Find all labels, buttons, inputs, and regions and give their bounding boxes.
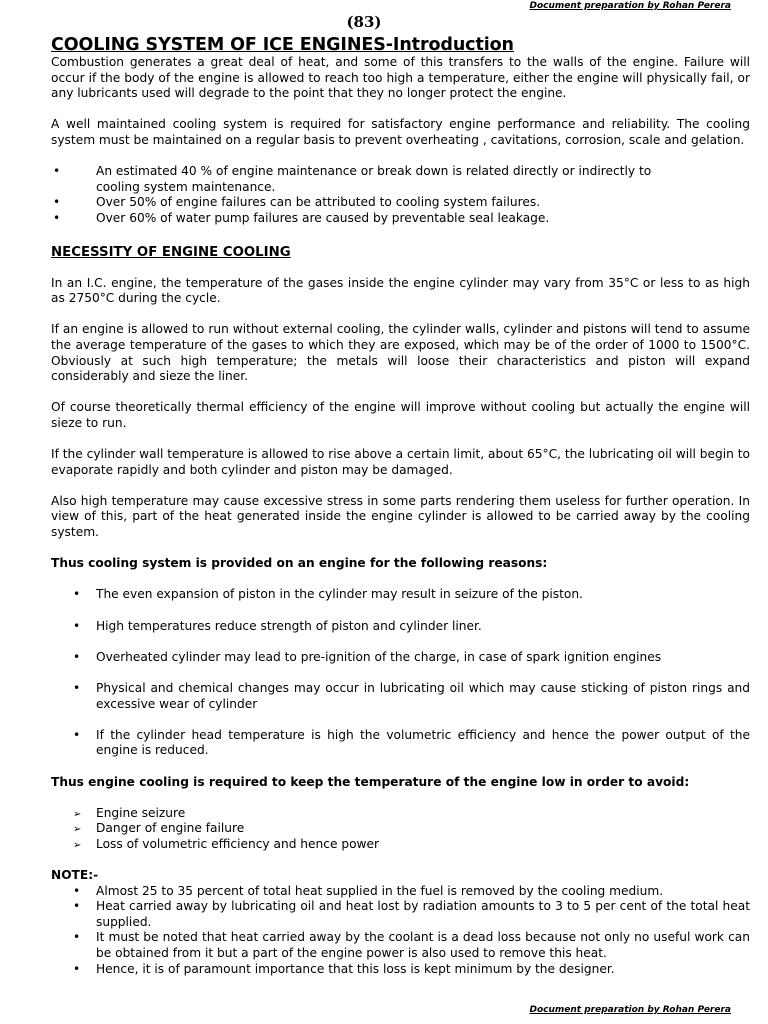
body-paragraph: If the cylinder wall temperature is allowed to rise above a certain limit, about 65°C, the lubricating oil will begin to evaporate rapidly and both cylinder and piston may be damaged.	[51, 447, 750, 477]
list-item: • Heat carried away by lubricating oil and heat lost by radiation amounts to 3 to 5 per cent of the total heat supplied.	[73, 899, 750, 929]
reasons-list	[51, 587, 750, 759]
list-item: • If the cylinder head temperature is high the volumetric efficiency and hence the power output of the engine is reduced.	[73, 727, 750, 758]
page-content	[51, 35, 750, 977]
header-credit: Document preparation by Rohan Perera	[529, 1, 731, 11]
list-item: • Over 60% of water pump failures are caused by preventable seal leakage.	[53, 210, 550, 225]
avoid-list	[51, 806, 750, 853]
note-label: NOTE:-	[51, 868, 99, 883]
page-title: COOLING SYSTEM OF ICE ENGINES-Introduction	[51, 35, 514, 55]
section-heading-necessity: NECESSITY OF ENGINE COOLING	[51, 244, 291, 260]
avoid-heading: Thus engine cooling is required to keep the temperature of the engine low in order to avoid:	[51, 774, 690, 789]
list-item: ➢ Danger of engine failure	[51, 821, 750, 837]
body-paragraph: Also high temperature may cause excessive stress in some parts rendering them useless for further operation. In view of this, part of the heat generated inside the engine cylinder is allowed to be carried away by the cooling system.	[51, 493, 750, 540]
list-item: • Over 50% of engine failures can be attributed to cooling system failures.	[53, 195, 541, 210]
list-item: • Almost 25 to 35 percent of total heat supplied in the fuel is removed by the cooling medium.	[73, 883, 664, 898]
intro-paragraph-2: A well maintained cooling system is required for satisfactory engine performance and reliability. The cooling system must be maintained on a regular basis to prevent overheating , cavitations, corrosion, scale and gelation.	[51, 117, 750, 147]
body-paragraph: In an I.C. engine, the temperature of the gases inside the engine cylinder may vary from 35°C or less to as high as 2750°C during the cycle.	[51, 275, 750, 306]
list-item: ➢ Loss of volumetric efficiency and hence power	[51, 837, 750, 853]
reasons-heading: Thus cooling system is provided on an engine for the following reasons:	[51, 556, 548, 571]
note-list	[51, 884, 750, 978]
list-item: ➢ Engine seizure	[51, 806, 750, 822]
list-item: • It must be noted that heat carried away by the coolant is a dead loss because not only no useful work can be obtained from it but a part of the engine power is also used to remove this heat.	[73, 930, 750, 961]
footer-credit: Document preparation by Rohan Perera	[529, 1005, 731, 1015]
body-paragraph: Of course theoretically thermal efficiency of the engine will improve without cooling but actually the engine will sieze to run.	[51, 400, 750, 430]
list-item: • Hence, it is of paramount importance that this loss is kept minimum by the designer.	[73, 961, 615, 976]
list-item: • The even expansion of piston in the cylinder may result in seizure of the piston.	[73, 587, 583, 602]
body-paragraph: If an engine is allowed to run without external cooling, the cylinder walls, cylinder and pistons will tend to assume the average temperature of the gases to which they are exposed, which may be of the order of 1000 to 1500°C. Obviously at such high temperature; the metals will loose their characteristics and piston will expand considerably and sieze the liner.	[51, 322, 750, 384]
list-item: • An estimated 40 % of engine maintenance or break down is related directly or indirectly to cooling system maintenance.	[53, 164, 652, 194]
list-item: • Overheated cylinder may lead to pre-ignition of the charge, in case of spark ignition engines	[73, 649, 662, 664]
list-item: • High temperatures reduce strength of piston and cylinder liner.	[73, 618, 482, 633]
intro-paragraph-1: Combustion generates a great deal of heat, and some of this transfers to the walls of the engine. Failure will occur if the body of the engine is allowed to reach too high a temperature, either the engine will physically fail, or any lubricants used will degrade to the point that they no longer protect the engine.	[51, 55, 750, 101]
arrow-bullet-icon: ➢	[73, 824, 82, 836]
list-item: • Physical and chemical changes may occur in lubricating oil which may cause sticking of piston rings and excessive wear of cylinder	[73, 680, 750, 711]
intro-bullet-list	[51, 164, 750, 226]
page-number: (83)	[346, 13, 382, 31]
arrow-bullet-icon: ➢	[73, 808, 82, 820]
arrow-bullet-icon: ➢	[73, 839, 82, 851]
